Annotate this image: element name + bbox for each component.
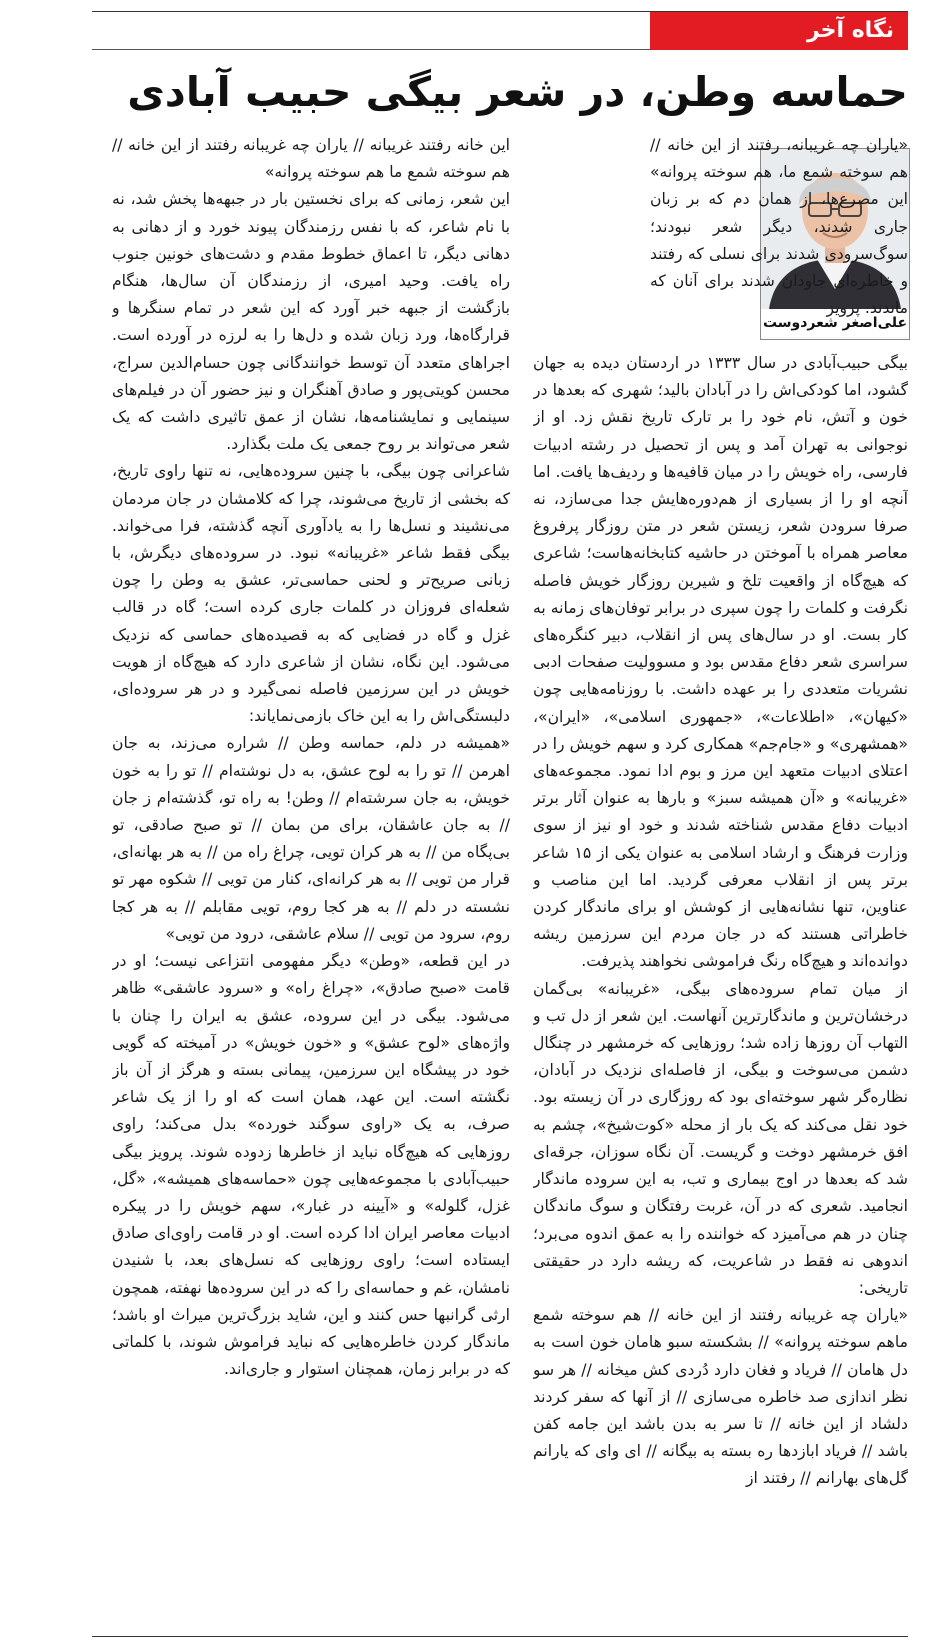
section-label: نگاه آخر: [806, 18, 894, 43]
article-paragraph: «یاران چه غریبانه، رفتند از این خانه // هم سوخته شمع ما، هم سوخته پروانه» این مصرع‌ها، از همان دم که بر زبان جاری شدند، دیگر شعر نبودند؛ سوگ‌سرودی شدند برای نسلی که رفتند و خاطره‌ای جاودان شدند برای آنان که ماندند. پرویز: [650, 136, 908, 318]
article-paragraph: شاعرانی چون بیگی، با چنین سروده‌هایی، نه تنها راوی تاریخ، که بخشی از تاریخ می‌شوند، چرا که کلامشان در جان مردمان می‌نشیند و نسل‌ها را به یادآوری آنچه گذشته، فرا می‌خواند. بیگی فقط شاعر «غریبانه» نبود. در سروده‌های دیگرش، با زبانی صریح‌تر و لحنی حماسی‌تر، عشق به وطن را چون شعله‌ای فروزان در کلمات جاری کرده است؛ گاه در قالب غزل و گاه در فضایی که به قصیده‌های حماسی که نزدیک می‌شود. این نگاه، نشان از شاعری دارد که هیچ‌گاه از هویت خویش در این سرزمین فاصله نمی‌گیرد و در هر سروده‌ای، دلبستگی‌اش را به این خاک بازمی‌نمایاند:: [112, 462, 510, 726]
article-paragraph: از میان تمام سروده‌های بیگی، «غریبانه» بی‌گمان درخشان‌ترین و ماندگارترین آنهاست. این شعر از دل تب و التهاب آن روزها زاده شد؛ روزهایی که خرمشهر در چنگال دشمن می‌سوخت و بیگی، از فاصله‌ای نزدیک در آبادان، نظاره‌گر شهر سوخته‌ای بود که روزگاری در آن زیسته بود. خود نقل می‌کند که یک بار از محله «کوت‌شیخ»، چشم به افق خرمشهر دوخت و گریست. آن نگاه سوزان، جرقه‌ای شد که بعدها در اوج بیماری و تب، به این سروده ماندگار انجامید. شعری که در آن، غربت رفتگان و سوگ ماندگان چنان در هم می‌آمیزد که خواننده را به عمق اندوه می‌برد؛ اندوهی نه فقط در شاعریت، که ریشه دارد در حقیقتی تاریخی:: [533, 979, 908, 1297]
author-name: علی‌اصغر شعردوست: [761, 309, 909, 337]
section-underline: [92, 49, 650, 50]
poem-excerpt: این خانه رفتند غریبانه // یاران چه غریبانه رفتند از این خانه // هم سوخته شمع ما هم سوخته پروانه»: [112, 136, 510, 182]
article-paragraph: این شعر، زمانی که برای نخستین بار در جبهه‌ها پخش شد، نه با نام شاعر، که با نفس رزمندگان پیوند خورد و از دهانی به دهانی دیگر، تا اعماق خطوط مقدم و دشت‌های خونین جنوب راه یافت. وحید امیری، از رزمندگان آن سال‌ها، هنگام بازگشت از جبهه خبر آورد که این شعر در تمام سنگرها و قرارگاه‌ها، ورد زبان شده و دل‌ها را به لرزه در آورده است. اجراهای متعدد آن توسط خوانندگانی چون حسام‌الدین سراج، محسن کویتی‌پور و صادق آهنگران و نیز حضور آن در فیلم‌های سینمایی و نمایشنامه‌ها، نشان از عمق تاثیری داشت که یک شعر می‌تواند بر روح جمعی یک ملت بگذارد.: [112, 190, 510, 454]
bottom-rule: [92, 1636, 908, 1637]
article-column-left: [112, 132, 510, 1622]
article-paragraph: بیگی حبیب‌آبادی در سال ۱۳۳۳ در اردستان دیده به جهان گشود، اما کودکی‌اش را در آبادان بالید؛ شهری که بعدها در خون و آتش، نام خود را بر تارک تاریخ نقش زد. او از نوجوانی به تهران آمد و پس از تحصیل در رشته ادبیات فارسی، راه خویش را در میان قافیه‌ها و ردیف‌ها یافت. اما آنچه او را از بسیاری از هم‌دوره‌هایش جدا می‌سازد، نه صرفا سرودن شعر، زیستن شعر در متن روزگار پرفروغ معاصر همراه با آموختن در حاشیه کتابخانه‌هاست؛ شاعری که هیچ‌گاه از واقعیت تلخ و شیرین روزگار خویش فاصله نگرفت و کلمات را چون سپری در برابر توفان‌های زمانه به کار بست. او در سال‌های پس از انقلاب، دبیر کنگره‌های سراسری شعر دفاع مقدس بود و مسوولیت صفحات ادبی نشریات متعددی را بر عهده داشت. با روزنامه‌هایی چون «کیهان»، «اطلاعات»، «جمهوری اسلامی»، «ایران»، «همشهری» و «جام‌جم» همکاری کرد و سهم خویش را در اعتلای ادبیات متعهد این مرز و بوم ادا نمود. مجموعه‌های «غریبانه» و «آن همیشه سبز» و بارها به عنوان آثار برتر ادبیات دفاع مقدس شناخته شدند و خود او نیز از سوی وزارت فرهنگ و ارشاد اسلامی به عنوان یکی از ۱۵ شاعر برتر پس از انقلاب معرفی گردید. اما این مناصب و عناوین، تنها نشانه‌هایی از کوشش او برای ماندگار کردن خاطراتی هستند که در جان مردم این سرزمین ریشه دوانده‌اند و هیچ‌گاه رنگ فراموشی نخواهند پذیرفت.: [533, 354, 908, 971]
article-paragraph: در این قطعه، «وطن» دیگر مفهومی انتزاعی نیست؛ او در قامت «صبح صادق»، «چراغ راه» و «سرود عاشقی» ظاهر می‌شود. بیگی در این سروده، عشق به ایران را چنان با واژه‌های «لوح عشق» و «خون خویش» در آمیخته که گویی خود در پیشگاه این سرزمین، پیمانی بسته و هرگز از آن باز نگشته است. این عهد، همان است که او را از یک شاعر صرف، به یک «راوی سوگند خورده» بدل می‌کند؛ راوی روزهایی که هیچ‌گاه نباید از خاطرها زدوده شوند. پرویز بیگی حبیب‌آبادی با مجموعه‌هایی چون «حماسه‌های همیشه»، «گل، غزل، گلوله» و «آیینه در غبار»، سهم خویش را در پیکره ادبیات معاصر ایران ادا کرده است. او در قامت راوی‌ای صادق ایستاده است؛ راوی روزهایی که نسل‌های بعد، با شنیدن نامشان، غم و حماسه‌ای را که در این سروده‌ها نهفته، همچون ارثی گرانبها حس کنند و این، شاید بزرگ‌ترین میراث او باشد؛ ماندگار کردن خاطره‌هایی که نباید فراموش شوند، با کلماتی که در برابر زمان، همچنان استوار و جاری‌اند.: [112, 952, 510, 1379]
headline: حماسه وطن، در شعر بیگی حبیب آبادی: [127, 68, 908, 116]
article-column-right: [533, 350, 908, 1630]
article-column-right-upper: [650, 132, 908, 377]
poem-excerpt: «همیشه در دلم، حماسه وطن // شراره می‌زند، به جان اهرمن // تو را به لوح عشق، به دل نوشته‌ام // تو را به خون خویش، به جان سرشته‌ام // وطن! به راه تو، گذشته‌ام ز جان // به جان عاشقان، برای من بمان // تو صبح صادقی، تو بی‌پگاه من // به هر کران تویی، چراغ راه من // به هر بهانه‌ای، قرار من تویی // به هر کرانه‌ای، کنار من تویی // شکوه مهر تو نشسته در دلم // به هر کجا روم، تویی مقابلم // به هر کجا روم، سرود من تویی // سلام عاشقی، درود من تویی»: [112, 734, 510, 943]
section-tab: [650, 12, 908, 50]
poem-excerpt: «یاران چه غریبانه رفتند از این خانه // هم سوخته شمع ماهم سوخته پروانه» // بشکسته سبو هامان خون است به دل هامان // فریاد و فغان دارد دُردی کش میخانه // هر سو نظر اندازی صد خاطره می‌سازی // از آنها که سفر کردند دلشاد از این خانه // تا سر به بدن باشد این جامه کفن باشد // فریاد ابازدها ره بسته به بیگانه // ای وای که یارانم گل‌های بهارانم // رفتند از: [533, 1306, 908, 1488]
